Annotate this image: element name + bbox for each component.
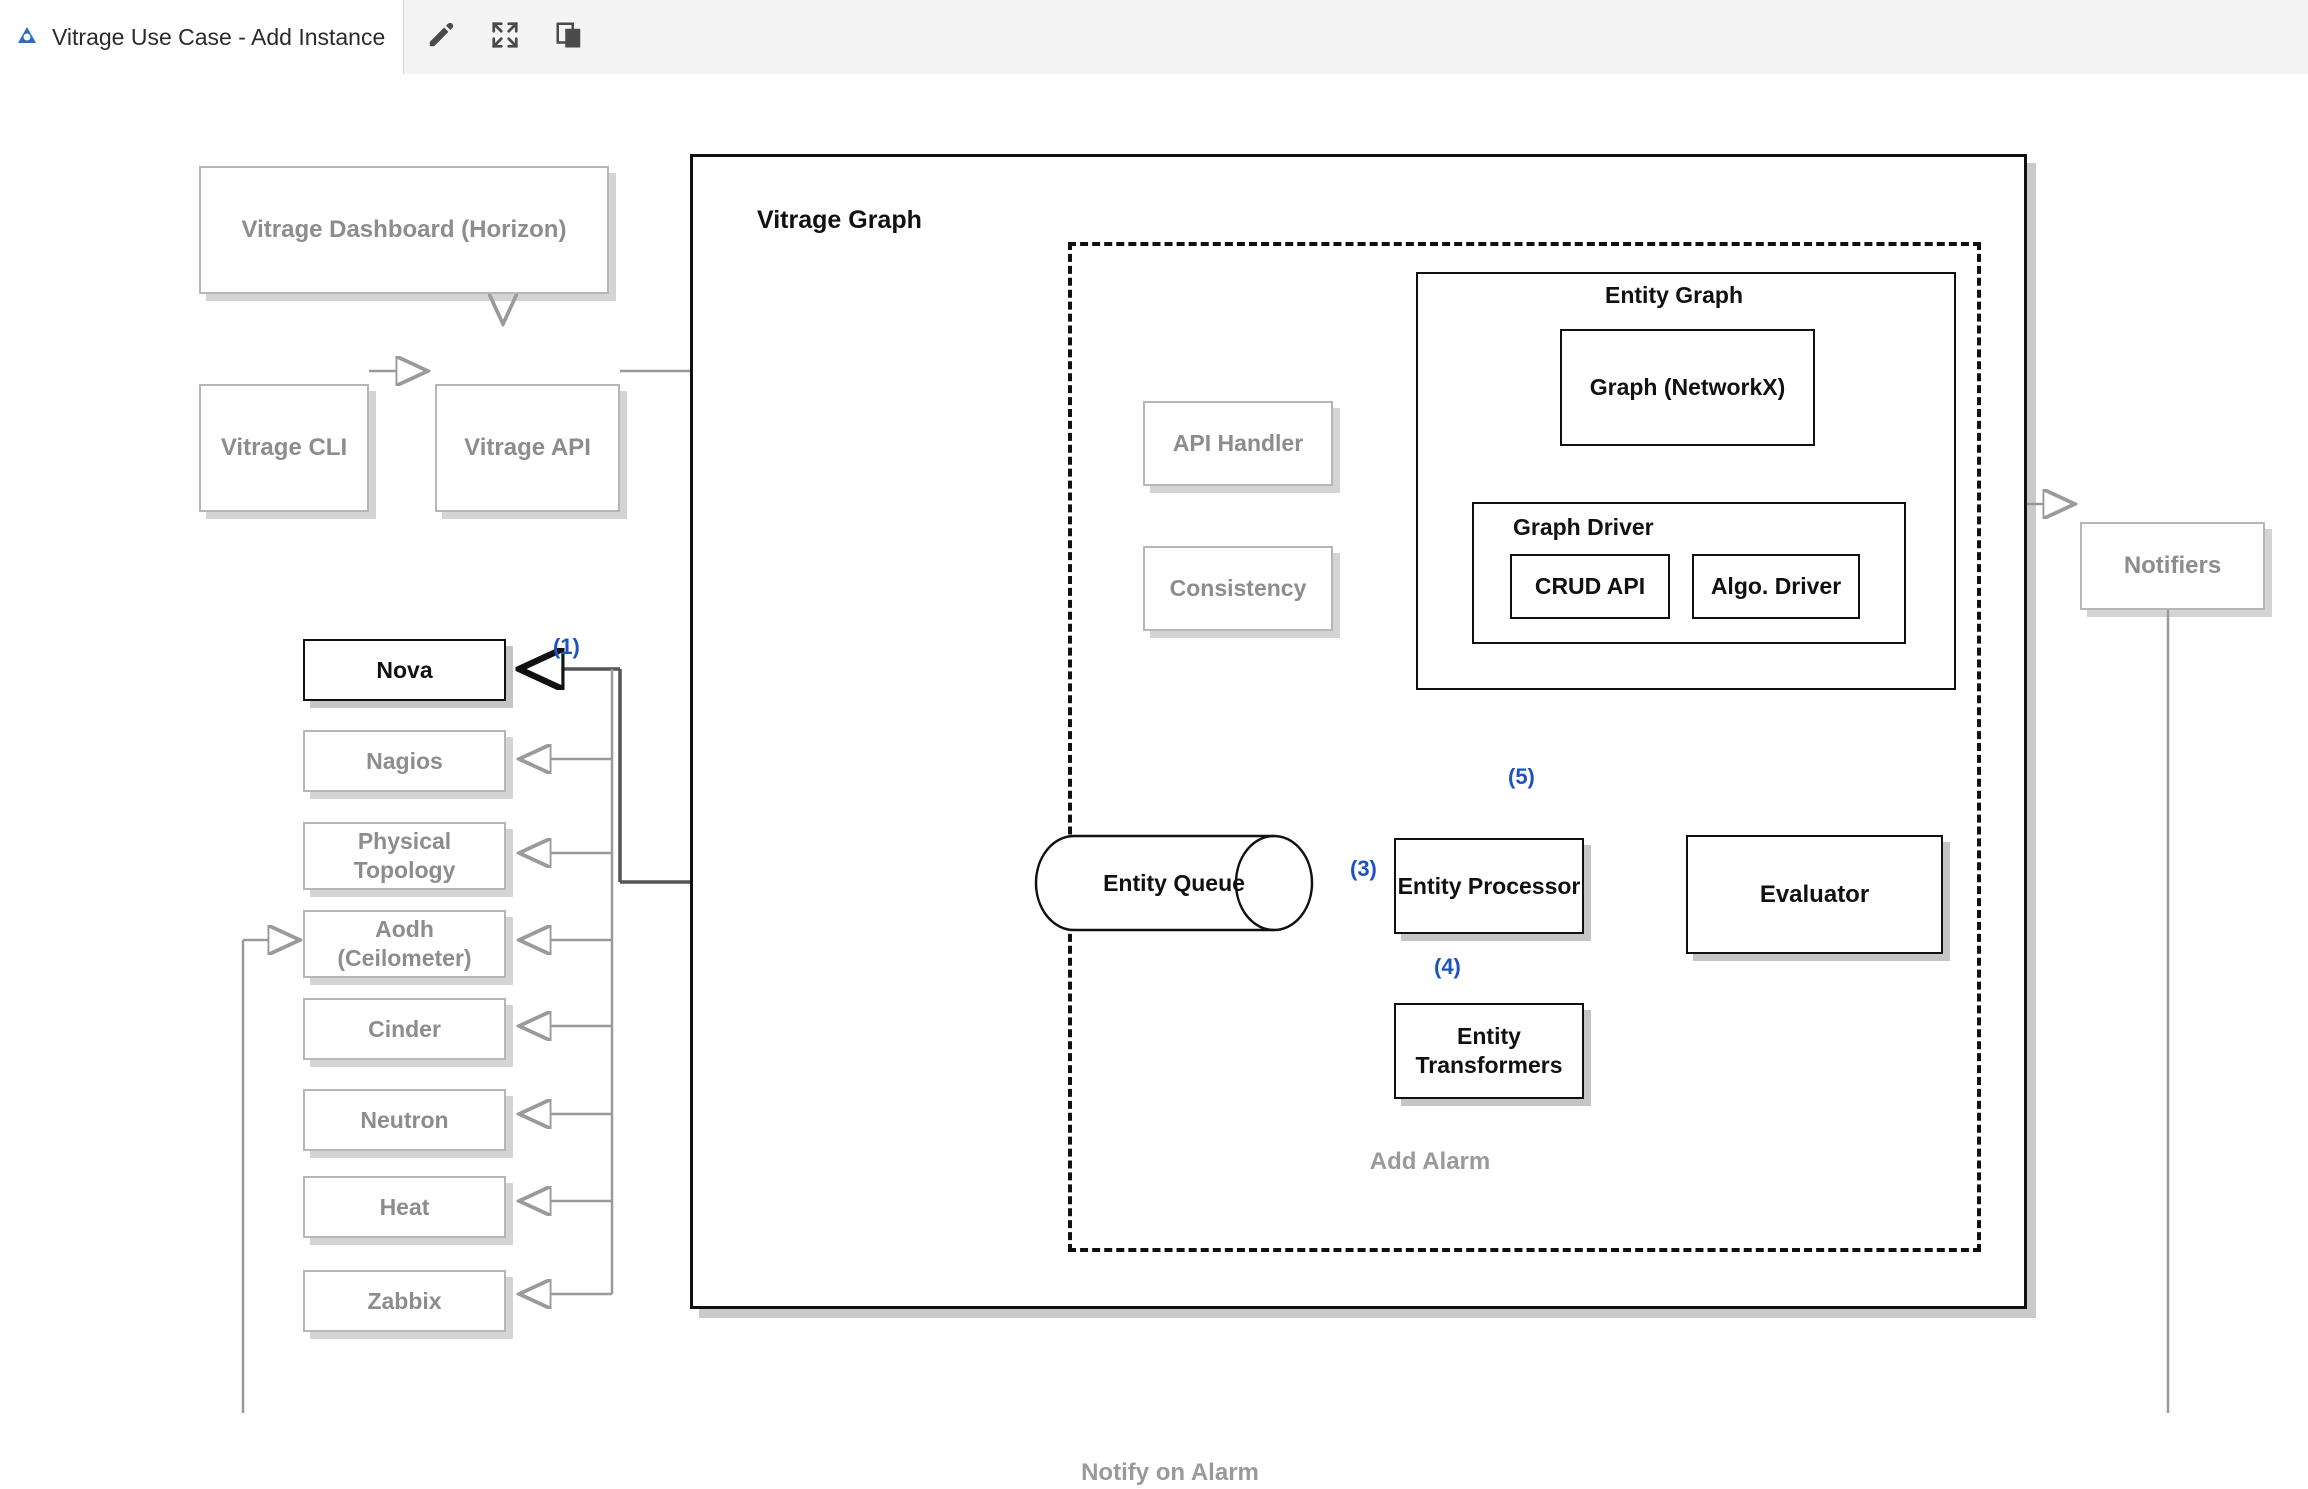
datasource-cinder[interactable]: [303, 998, 506, 1060]
add-alarm-label: Add Alarm: [1369, 1148, 1491, 1175]
fullscreen-button[interactable]: [478, 10, 532, 64]
datasource-heat-label: Heat: [379, 1193, 430, 1220]
entity-transformers-label: Entity Transformers: [1415, 1023, 1563, 1078]
step-4-label: (4): [1434, 954, 1461, 979]
datasource-neutron-label: Neutron: [360, 1106, 449, 1133]
datasource-nova-label: Nova: [376, 656, 433, 683]
duplicate-icon: [554, 20, 584, 55]
diagram-canvas: [0, 74, 2308, 1486]
vitrage-cli-box[interactable]: [199, 384, 369, 512]
pencil-icon: [426, 20, 456, 55]
toolbar: [0, 0, 2308, 75]
vitrage-dashboard-box[interactable]: [199, 166, 609, 294]
notify-on-alarm-label: Notify on Alarm: [1081, 1459, 1259, 1486]
vitrage-api-label: Vitrage API: [464, 434, 591, 461]
step-3-label: (3): [1350, 856, 1377, 881]
vitrage-dashboard-label: Vitrage Dashboard (Horizon): [241, 216, 567, 243]
evaluator-box[interactable]: [1686, 835, 1943, 954]
datasource-zabbix[interactable]: [303, 1270, 506, 1332]
entity-queue-shape[interactable]: [1034, 834, 1314, 932]
document-tab-label: Vitrage Use Case - Add Instance: [52, 23, 386, 50]
datasource-aodh-label: Aodh (Ceilometer): [337, 916, 472, 971]
entity-transformers-box[interactable]: [1394, 1003, 1584, 1099]
datasource-physical-topology[interactable]: [303, 822, 506, 890]
edit-button[interactable]: [414, 10, 468, 64]
vitrage-api-box[interactable]: [435, 384, 620, 512]
step-1-label: (1): [553, 634, 580, 659]
entity-processor-label: Entity Processor: [1397, 872, 1581, 899]
vitrage-graph-title: Vitrage Graph: [757, 206, 922, 234]
api-handler-label: API Handler: [1172, 430, 1304, 457]
consistency-label: Consistency: [1169, 575, 1307, 602]
notifiers-label: Notifiers: [2123, 552, 2222, 579]
algo-driver-box[interactable]: [1692, 554, 1860, 619]
datasource-nagios[interactable]: [303, 730, 506, 792]
evaluator-label: Evaluator: [1759, 880, 1870, 908]
document-tab[interactable]: [0, 0, 404, 74]
graph-driver-title: Graph Driver: [1513, 514, 1654, 540]
datasource-nova[interactable]: [303, 639, 506, 701]
graph-networkx-box[interactable]: [1560, 329, 1815, 446]
duplicate-button[interactable]: [542, 10, 596, 64]
vitrage-cli-label: Vitrage CLI: [220, 434, 348, 461]
entity-graph-title: Entity Graph: [1605, 282, 1744, 308]
graph-networkx-label: Graph (NetworkX): [1589, 374, 1786, 401]
datasource-cinder-label: Cinder: [368, 1015, 441, 1042]
api-handler-box[interactable]: [1143, 401, 1333, 486]
datasource-nagios-label: Nagios: [366, 747, 443, 774]
entity-queue-label: Entity Queue: [1103, 869, 1245, 896]
datasource-physical-topology-label: Physical Topology: [353, 828, 456, 883]
step-5-label: (5): [1508, 764, 1535, 789]
datasource-heat[interactable]: [303, 1176, 506, 1238]
vitrage-app-icon: [14, 24, 40, 50]
notifiers-box[interactable]: [2080, 522, 2265, 610]
datasource-aodh[interactable]: [303, 910, 506, 978]
algo-driver-label: Algo. Driver: [1710, 573, 1842, 600]
entity-processor-box[interactable]: [1394, 838, 1584, 934]
datasource-neutron[interactable]: [303, 1089, 506, 1151]
consistency-box[interactable]: [1143, 546, 1333, 631]
crud-api-label: CRUD API: [1534, 573, 1646, 600]
datasource-zabbix-label: Zabbix: [367, 1287, 442, 1314]
crud-api-box[interactable]: [1510, 554, 1670, 619]
expand-icon: [490, 20, 520, 55]
